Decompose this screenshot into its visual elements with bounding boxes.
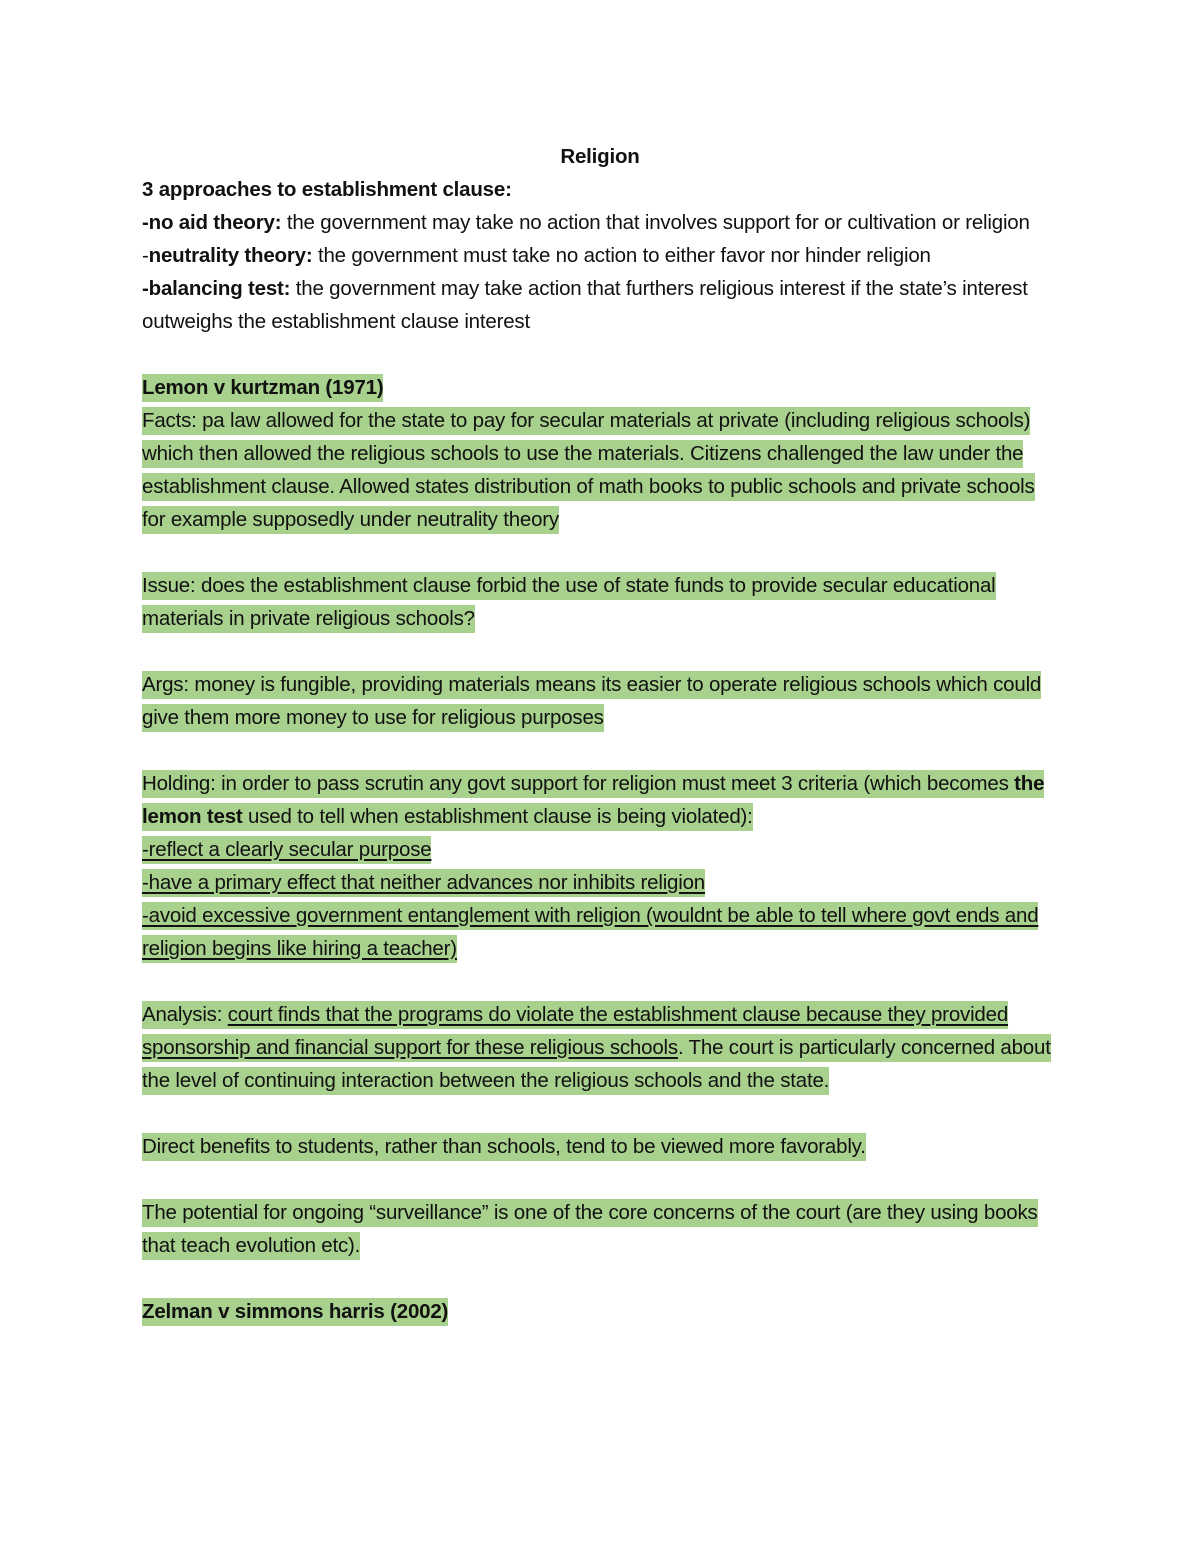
criterion-primary-effect-text: -have a primary effect that neither advances nor inhibits religion [142, 869, 705, 897]
lemon-issue [142, 569, 1058, 635]
lemon-analysis [142, 998, 1058, 1097]
neutrality-theory-prefix: - [142, 244, 149, 267]
approaches-heading-text: 3 approaches to establishment clause: [142, 178, 512, 201]
no-aid-theory-label: -no aid theory: [142, 211, 282, 234]
criterion-secular-purpose [142, 833, 1058, 866]
zelman-case-title-text: Zelman v simmons harris (2002) [142, 1298, 448, 1326]
no-aid-theory [142, 206, 1058, 239]
lemon-case-title-text: Lemon v kurtzman (1971) [142, 374, 383, 402]
criterion-primary-effect [142, 866, 1058, 899]
balancing-test-label: -balancing test: [142, 277, 291, 300]
lemon-issue-text: Issue: does the establishment clause forbid the use of state funds to provide secular educational materials in private religious schools? [142, 572, 996, 633]
balancing-test-text: the government may take action that furthers religious interest if the state’s interest outweighs the establishment clause interest [142, 277, 1028, 333]
approaches-heading [142, 173, 1058, 206]
criterion-secular-purpose-text: -reflect a clearly secular purpose [142, 836, 431, 864]
no-aid-theory-text: the government may take no action that involves support for or cultivation or religion [281, 211, 1030, 234]
criterion-entanglement-text: -avoid excessive government entanglement with religion (wouldnt be able to tell where govt ends and religion begins like hiring a teacher) [142, 902, 1038, 963]
lemon-args [142, 668, 1058, 734]
lemon-case-title [142, 371, 1058, 404]
balancing-test [142, 272, 1058, 338]
neutrality-theory-text: the government must take no action to either favor nor hinder religion [312, 244, 931, 267]
neutrality-theory [142, 239, 1058, 272]
neutrality-theory-label: neutrality theory: [148, 244, 313, 267]
direct-benefits-text: Direct benefits to students, rather than schools, tend to be viewed more favorably. [142, 1133, 866, 1161]
lemon-analysis-underlined: court finds that the programs do violate the establishment clause because they provided sponsorship and financial support for these religious schools [142, 1001, 1008, 1062]
zelman-case-title [142, 1295, 1058, 1328]
lemon-args-text: Args: money is fungible, providing materials means its easier to operate religious schools which could give them more money to use for religious purposes [142, 671, 1041, 732]
lemon-analysis-label: Analysis: [142, 1001, 228, 1029]
surveillance-note [142, 1196, 1058, 1262]
criterion-entanglement [142, 899, 1058, 965]
lemon-test-term: the lemon test [142, 770, 1044, 831]
lemon-facts [142, 404, 1058, 536]
lemon-facts-text: Facts: pa law allowed for the state to pay for secular materials at private (including religious schools) which then allowed the religious schools to use the materials. Citizens challenged the law under the establishment clause. Allowed states distribution of math books to public schools and private schools for example supposedly under neutrality theory [142, 407, 1035, 534]
lemon-holding-pre: Holding: in order to pass scrutin any govt support for religion must meet 3 criteria (which becomes [142, 770, 1014, 798]
lemon-analysis-rest: . The court is particularly concerned about the level of continuing interaction between the religious schools and the state. [142, 1034, 1051, 1095]
document-title: Religion [560, 145, 640, 168]
direct-benefits-note [142, 1130, 1058, 1163]
surveillance-text: The potential for ongoing “surveillance” is one of the core concerns of the court (are they using books that teach evolution etc). [142, 1199, 1038, 1260]
lemon-holding-post: used to tell when establishment clause is being violated): [243, 803, 753, 831]
lemon-holding [142, 767, 1058, 833]
